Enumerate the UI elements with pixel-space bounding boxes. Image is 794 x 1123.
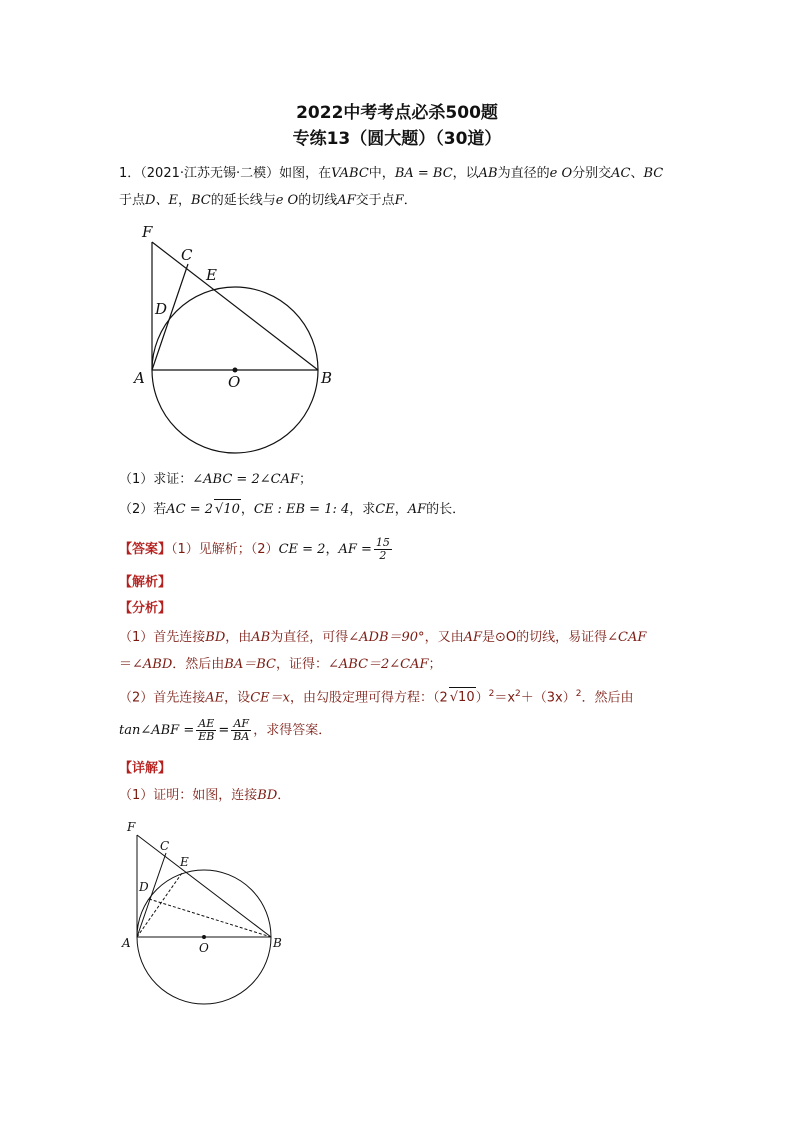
- text: ．: [277, 788, 291, 803]
- text: （1）见解析；（2）: [171, 542, 279, 557]
- question-1: [119, 470, 312, 490]
- geometry-figure-2: [118, 816, 298, 1006]
- math: ∠ABD: [132, 657, 173, 672]
- radicand: 10: [223, 502, 240, 517]
- math: AC: [611, 166, 631, 181]
- center-point-o: [233, 368, 238, 373]
- text: ；: [428, 657, 442, 672]
- text: ，: [325, 542, 339, 557]
- label-c: C: [181, 246, 193, 264]
- label-o: O: [228, 373, 241, 391]
- text: （1）首先连接: [119, 630, 206, 645]
- math: AC = 2: [166, 502, 214, 517]
- text: ，又由: [424, 630, 464, 645]
- text: ，: [394, 502, 408, 517]
- denominator: EB: [198, 730, 215, 743]
- exponent: 2: [515, 689, 521, 699]
- math: ∠CAF: [607, 630, 647, 645]
- text: （1）证明：如图，连接: [119, 788, 258, 803]
- math: ∠ADB＝90°: [348, 630, 425, 645]
- problem-number: 1．: [119, 166, 141, 181]
- question-2: [119, 499, 465, 520]
- numerator: 15: [375, 536, 390, 549]
- problem-source: （2021·江苏无锡·二模）: [140, 166, 280, 181]
- math: BC: [190, 193, 211, 208]
- radicand: 10: [458, 690, 475, 706]
- document-subtitle: 专练13（圆大题）（30道）: [292, 129, 502, 149]
- label-f: F: [142, 223, 153, 241]
- text: ，求得答案．: [253, 723, 332, 738]
- sqrt-term: √10: [449, 687, 476, 708]
- geometry-figure-1: [130, 220, 333, 460]
- text: 如图，在: [279, 166, 332, 181]
- fenxi-line-2: [119, 655, 442, 675]
- math: AB: [251, 630, 271, 645]
- answer-line: [119, 537, 394, 562]
- math: BD: [257, 788, 278, 803]
- math: tan∠ABF =: [119, 723, 195, 738]
- problem-line-2: [119, 191, 417, 211]
- text: ，设: [224, 690, 251, 706]
- text: 为直径的: [497, 166, 550, 181]
- text: （2）首先连接: [119, 690, 206, 706]
- text: ．然后由: [172, 657, 225, 672]
- text: （1）求证：: [119, 472, 193, 487]
- math: AF =: [338, 542, 372, 557]
- fraction-15-2: [374, 537, 392, 562]
- label-b: B: [321, 369, 333, 387]
- line-fb: [137, 835, 271, 937]
- math: AB: [478, 166, 498, 181]
- text: ＝x: [494, 690, 516, 706]
- denominator: 2: [379, 549, 387, 562]
- math: BA＝BC: [224, 657, 276, 672]
- math: F: [394, 193, 404, 208]
- math: AF: [463, 630, 482, 645]
- text: ，求: [349, 502, 376, 517]
- text: =: [218, 723, 230, 738]
- math: D、E: [145, 193, 178, 208]
- math: BD: [205, 630, 226, 645]
- fenxi-line-4: [119, 718, 331, 744]
- numerator: AF: [231, 718, 251, 731]
- line-ac: [137, 853, 166, 937]
- text: 交于点: [355, 193, 395, 208]
- text: ＝: [119, 657, 133, 672]
- text: 的切线: [298, 193, 338, 208]
- exponent: 2: [488, 689, 495, 699]
- math: AF: [407, 502, 427, 517]
- math: e O: [549, 166, 573, 181]
- line-fb: [152, 242, 318, 370]
- math: e O: [275, 193, 299, 208]
- analysis-tag: 【解析】: [119, 575, 172, 590]
- label-o: O: [199, 941, 209, 955]
- sqrt-term: √10: [214, 499, 241, 520]
- denominator: BA: [233, 730, 250, 743]
- fraction-ae-eb: [196, 718, 216, 743]
- text: ；: [298, 472, 312, 487]
- label-c: C: [160, 839, 170, 853]
- exponent: 2: [575, 689, 582, 699]
- text: 为直径，可得: [270, 630, 349, 645]
- text: ．然后由: [581, 690, 634, 706]
- text: 分别交: [572, 166, 612, 181]
- detail-line-1: [119, 786, 290, 806]
- text: 的延长线与: [210, 193, 276, 208]
- document-title: 2022中考考点必杀500题: [296, 103, 498, 123]
- text: ，由勾股定理可得方程：（2: [289, 690, 448, 706]
- fenxi-line-1: [119, 628, 646, 648]
- label-f: F: [127, 820, 136, 834]
- problem-line-1: [119, 164, 663, 184]
- math: CE = 2: [278, 542, 326, 557]
- math: CE: [375, 502, 395, 517]
- math: VABC: [331, 166, 369, 181]
- text: ＋（3x）: [520, 690, 576, 706]
- math: BC: [643, 166, 664, 181]
- answer-tag: 【答案】: [119, 542, 172, 557]
- text: 于点: [119, 193, 146, 208]
- label-d: D: [139, 880, 149, 894]
- math: CE＝x: [250, 690, 290, 706]
- text: ，证得：: [275, 657, 328, 672]
- center-point-o: [202, 935, 206, 939]
- label-a: A: [122, 936, 131, 950]
- math: ∠ABC = 2∠CAF: [192, 472, 299, 487]
- text: 、: [630, 166, 644, 181]
- dashed-line-bd: [149, 899, 271, 937]
- fenxi-line-3: [119, 684, 634, 708]
- text: （2）若: [119, 502, 167, 517]
- math: AE: [205, 690, 225, 706]
- text: 中，: [368, 166, 395, 181]
- text: ，: [240, 502, 254, 517]
- label-d: D: [155, 300, 168, 318]
- text: ，: [177, 193, 191, 208]
- label-b: B: [273, 936, 282, 950]
- label-e: E: [180, 855, 189, 869]
- math: BA = BC: [394, 166, 453, 181]
- text: 的长．: [426, 502, 466, 517]
- text: ，由: [225, 630, 252, 645]
- math: ∠ABC＝2∠CAF: [328, 657, 429, 672]
- math: AF: [337, 193, 356, 208]
- text: ，以: [452, 166, 479, 181]
- text: ）: [475, 690, 489, 706]
- fraction-af-ba: [231, 718, 251, 743]
- text: 是⊙O的切线，易证得: [482, 630, 608, 645]
- detail-tag: 【详解】: [119, 761, 172, 776]
- label-e: E: [206, 266, 217, 284]
- text: ．: [403, 193, 417, 208]
- fenxi-tag: 【分析】: [119, 601, 172, 616]
- label-a: A: [134, 369, 145, 387]
- math: CE : EB = 1: 4: [253, 502, 350, 517]
- numerator: AE: [196, 718, 216, 731]
